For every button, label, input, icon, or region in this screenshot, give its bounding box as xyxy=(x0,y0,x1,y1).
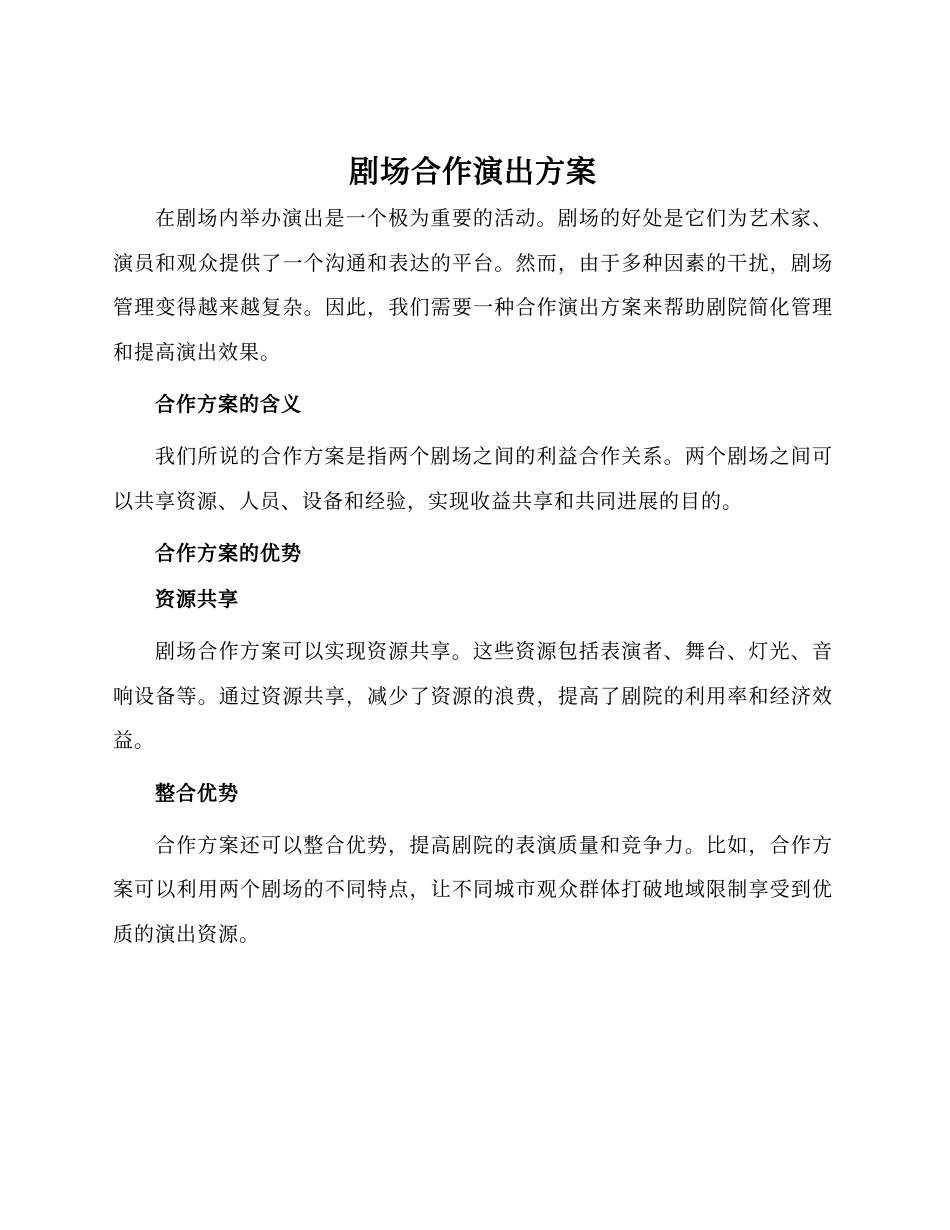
section-heading-integration: 整合优势 xyxy=(155,780,239,805)
document-body xyxy=(113,150,833,956)
section-body-resource-sharing: 剧场合作方案可以实现资源共享。这些资源包括表演者、舞台、灯光、音响设备等。通过资源共享，减少了资源的浪费，提高了剧院的利用率和经济效益。 xyxy=(113,639,833,752)
section-body-integration: 合作方案还可以整合优势，提高剧院的表演质量和竞争力。比如，合作方案可以利用两个剧场的不同特点，让不同城市观众群体打破地域限制享受到优质的演出资源。 xyxy=(113,832,833,946)
document-title: 剧场合作演出方案 xyxy=(349,155,597,190)
section-heading-resource-sharing: 资源共享 xyxy=(155,587,239,611)
section-heading-advantages: 合作方案的优势 xyxy=(155,541,302,565)
section-heading-meaning: 合作方案的含义 xyxy=(155,392,302,416)
intro-paragraph: 在剧场内举办演出是一个极为重要的活动。剧场的好处是它们为艺术家、演员和观众提供了一个沟通和表达的平台。然而，由于多种因素的干扰，剧场管理变得越来越复杂。因此，我们需要一种合作演出方案来帮助剧院简化管理和提高演出效果。 xyxy=(113,206,833,364)
section-body-meaning: 我们所说的合作方案是指两个剧场之间的利益合作关系。两个剧场之间可以共享资源、人员、设备和经验，实现收益共享和共同进展的目的。 xyxy=(113,444,833,513)
